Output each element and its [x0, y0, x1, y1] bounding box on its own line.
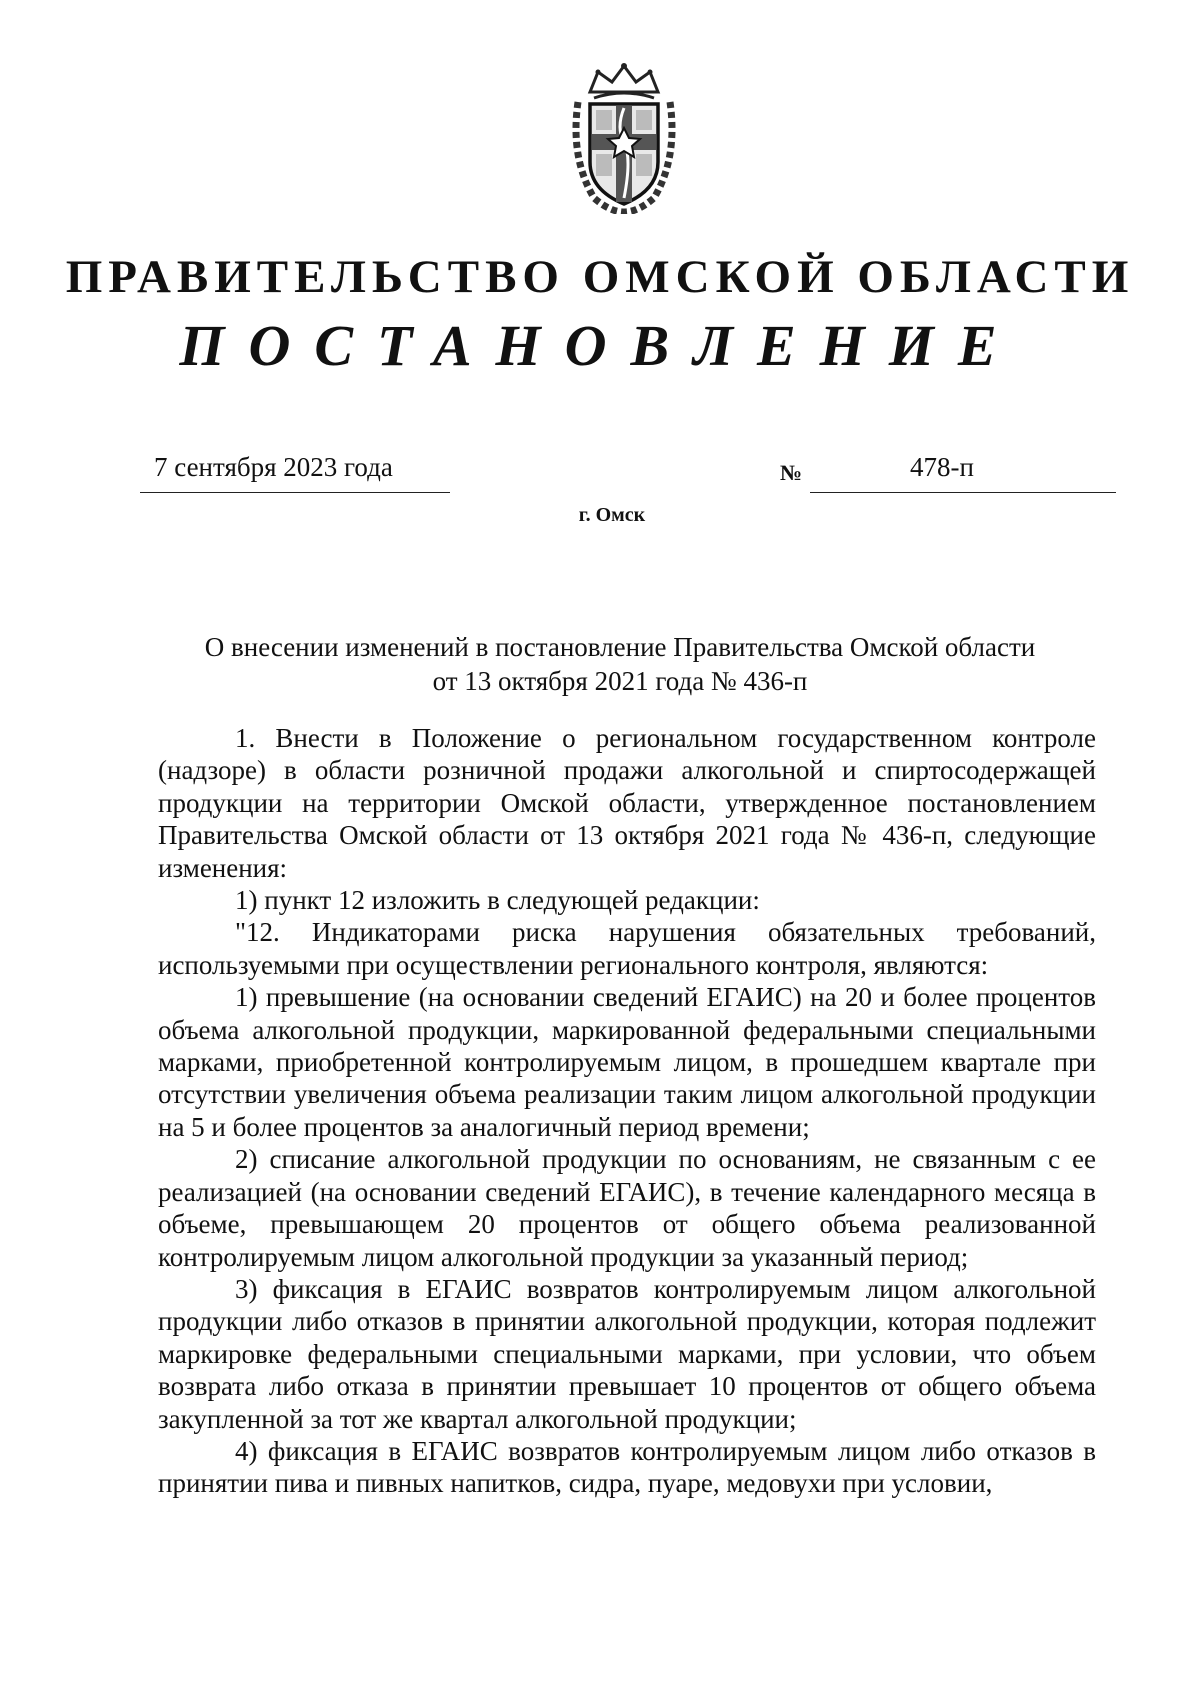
- date-field: [140, 452, 450, 493]
- number-field: [810, 452, 1116, 493]
- number-sign: №: [780, 460, 803, 485]
- document-city: г. Омск: [578, 504, 646, 526]
- body-paragraph: 1) пункт 12 изложить в следующей редакции:: [235, 885, 760, 916]
- body-paragraph: 1. Внести в Положение о региональном государственном контроле (надзоре) в области розничной продажи алкогольной и спиртосодержащей продукции на территории Омской области, утвержденное постановлением Правительства Омской области от 13 октября 2021 года № 436-п, следующие изменения:: [158, 723, 1096, 883]
- body-paragraph: "12. Индикаторами риска нарушения обязательных требований, используемыми при осуществлении регионального контроля, являются:: [158, 917, 1096, 980]
- org-title: ПРАВИТЕЛЬСТВО ОМСКОЙ ОБЛАСТИ: [65, 251, 1135, 303]
- coat-of-arms-icon: [564, 58, 684, 214]
- document-number: 478-п: [910, 452, 974, 482]
- document-date: 7 сентября 2023 года: [154, 452, 393, 482]
- document-type-title: ПОСТАНОВЛЕНИЕ: [179, 313, 1021, 378]
- body-paragraph: 1) превышение (на основании сведений ЕГАИС) на 20 и более процентов объема алкогольной продукции, маркированной федеральными специальными марками, приобретенной контролируемым лицом, в прошедшем квартале при отсутствии увеличения объема реализации таким лицом алкогольной продукции на 5 и более процентов за аналогичный период времени;: [158, 982, 1096, 1142]
- body-paragraph: 3) фиксация в ЕГАИС возвратов контролируемым лицом алкогольной продукции либо отказов в принятии алкогольной продукции, которая подлежит маркировке федеральными специальными марками, при условии, что объем возврата либо отказа в принятии превышает 10 процентов от общего объема закупленной за тот же квартал алкогольной продукции;: [158, 1273, 1096, 1434]
- document-body: [158, 722, 1096, 1500]
- body-paragraph: 2) списание алкогольной продукции по основаниям, не связанным с ее реализацией (на основании сведений ЕГАИС), в течение календарного месяца в объеме, превышающем 20 процентов от общего объема реализованной контролируемым лицом алкогольной продукции за указанный период;: [158, 1144, 1096, 1272]
- subject-line-1: О внесении изменений в постановление Правительства Омской области: [204, 632, 1036, 662]
- body-paragraph: 4) фиксация в ЕГАИС возвратов контролируемым лицом либо отказов в принятии пива и пивных напитков, сидра, пуаре, медовухи при условии,: [158, 1435, 1096, 1499]
- subject-line-2: от 13 октября 2021 года № 436-п: [432, 666, 808, 696]
- document-subject: [160, 630, 1080, 698]
